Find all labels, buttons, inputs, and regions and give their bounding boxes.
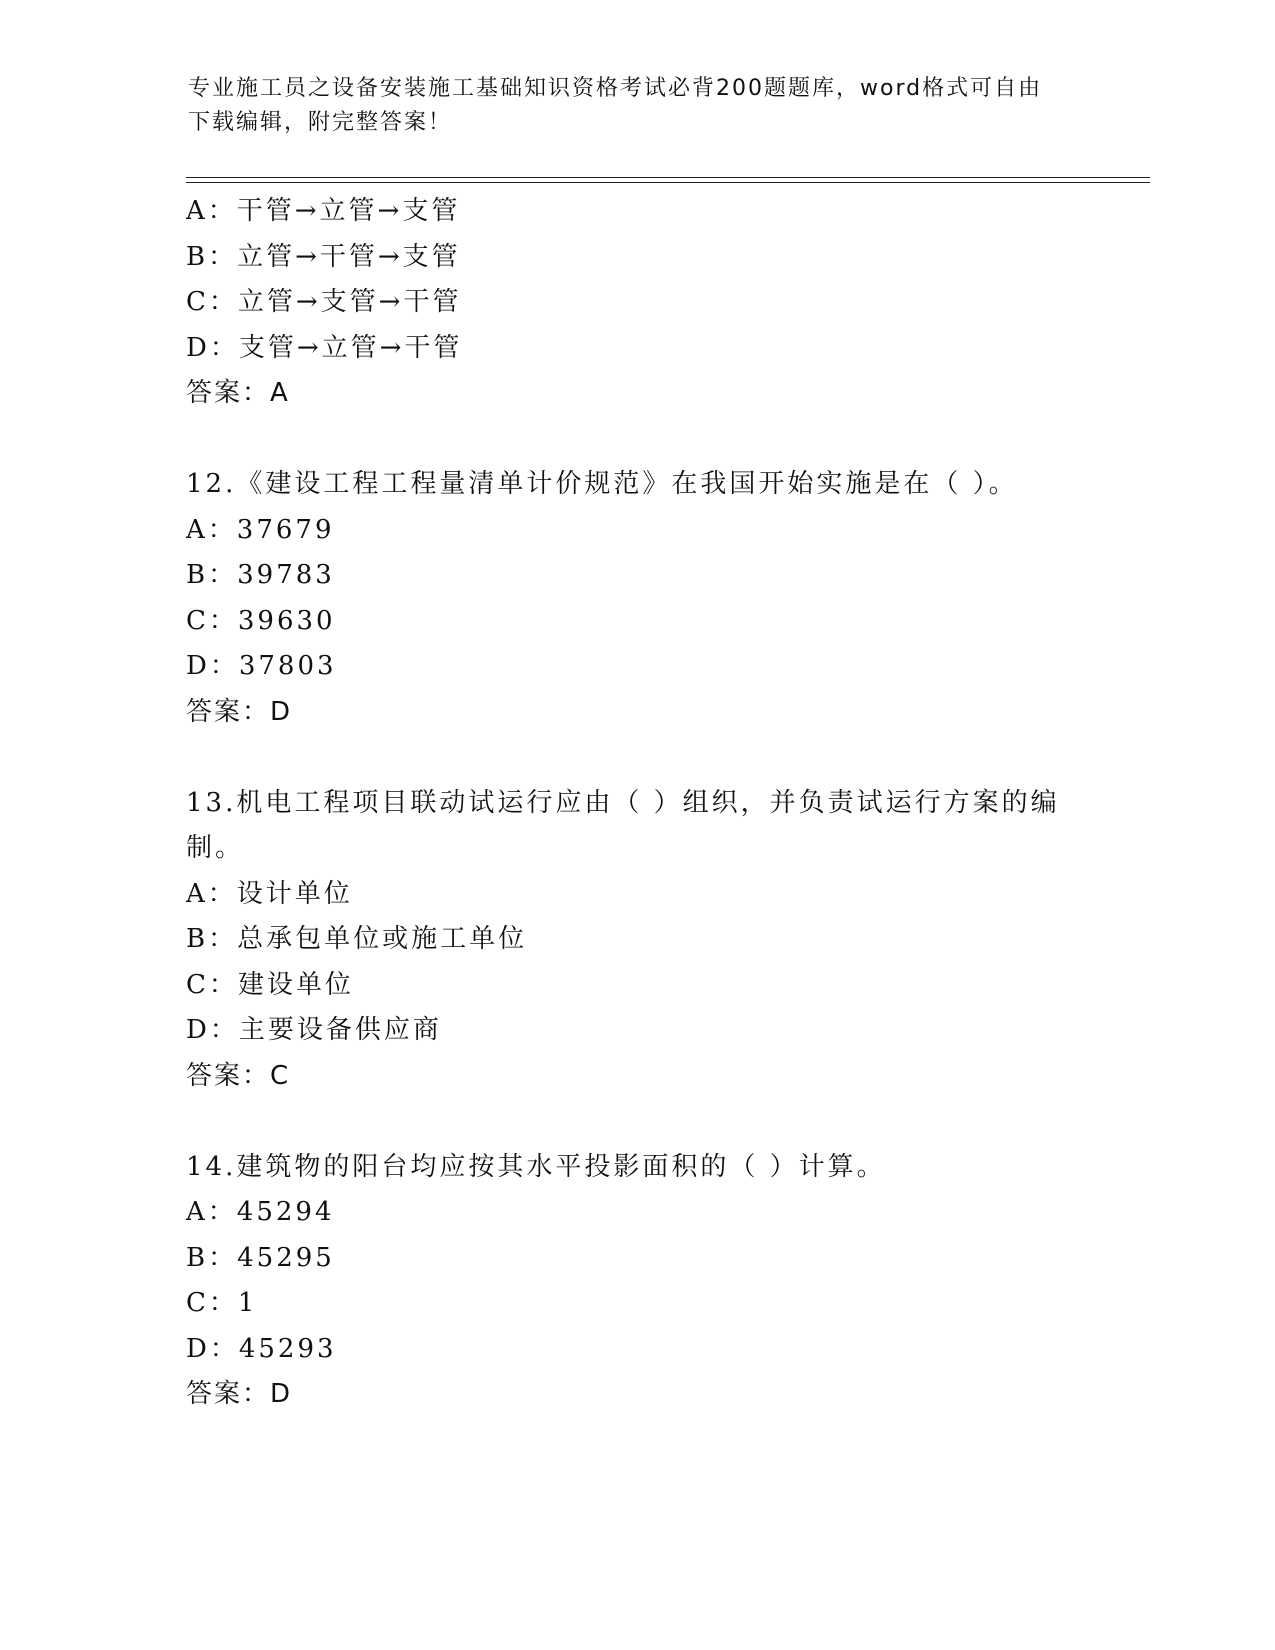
question-12 — [186, 462, 1086, 735]
spacer — [186, 1099, 1086, 1145]
option-d: D：主要设备供应商 — [186, 1015, 442, 1045]
option-c: C：建设单位 — [186, 969, 354, 1000]
option-c: C：1 — [186, 1288, 258, 1318]
header-divider-bottom — [186, 182, 1150, 183]
option-d: D：45293 — [186, 1333, 337, 1364]
option-a: A：37679 — [186, 514, 335, 545]
document-header — [188, 72, 1088, 140]
option-a: A：45294 — [186, 1197, 335, 1227]
option-b: B：立管→干管→支管 — [186, 241, 461, 272]
answer: 答案：D — [186, 1379, 293, 1409]
question-text: 14.建筑物的阳台均应按其水平投影面积的（ ）计算。 — [186, 1151, 886, 1182]
option-a: A：设计单位 — [186, 878, 353, 909]
spacer — [186, 417, 1086, 463]
option-d: D：支管→立管→干管 — [186, 332, 463, 363]
spacer — [186, 735, 1086, 781]
question-list — [186, 189, 1086, 1418]
header-divider-top — [186, 177, 1150, 178]
header-line-2: 下载编辑，附完整答案！ — [188, 110, 453, 135]
answer: 答案：D — [186, 696, 293, 727]
option-c: C：39630 — [186, 605, 336, 636]
option-b: B：39783 — [186, 560, 335, 590]
header-line-1: 专业施工员之设备安装施工基础知识资格考试必背200题题库，word格式可自由 — [188, 76, 1043, 101]
option-b: B：总承包单位或施工单位 — [186, 924, 528, 954]
option-c: C：立管→支管→干管 — [186, 287, 462, 317]
question-text: 12.《建设工程工程量清单计价规范》在我国开始实施是在（ ）。 — [186, 469, 1018, 499]
option-a: A：干管→立管→支管 — [186, 196, 461, 226]
question-11 — [186, 189, 1086, 417]
option-d: D：37803 — [186, 651, 337, 681]
option-b: B：45295 — [186, 1242, 335, 1273]
question-14 — [186, 1145, 1086, 1418]
question-13 — [186, 781, 1086, 1100]
question-text: 13.机电工程项目联动试运行应由（ ）组织，并负责试运行方案的编制。 — [186, 787, 1060, 863]
answer: 答案：A — [186, 378, 290, 408]
answer: 答案：C — [186, 1060, 291, 1091]
